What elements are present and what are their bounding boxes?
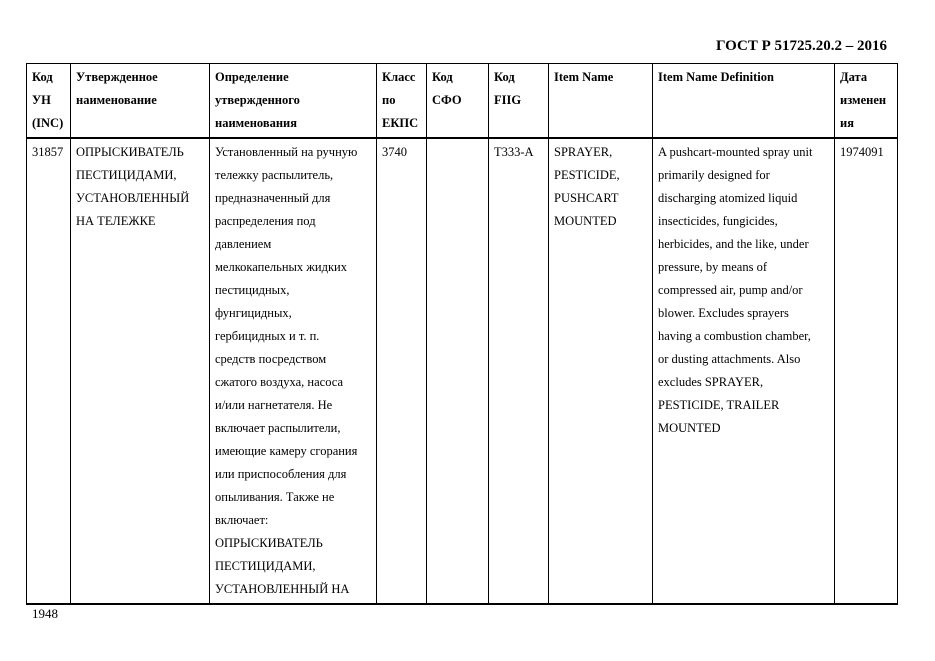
col-header-approved-name: Утвержденное наименование: [71, 64, 210, 139]
catalog-table: [26, 63, 898, 605]
document-code: ГОСТ Р 51725.20.2 – 2016: [715, 38, 887, 54]
cell-item-name: SPRAYER, PESTICIDE, PUSHCART MOUNTED: [549, 138, 653, 604]
col-header-sfo: Код СФО: [427, 64, 489, 139]
col-header-item-name: Item Name: [549, 64, 653, 139]
col-header-item-definition: Item Name Definition: [653, 64, 835, 139]
page-number: 1948: [32, 606, 58, 621]
col-header-class: Класс по ЕКПС: [377, 64, 427, 139]
cell-definition: Установленный на ручную тележку распылитель, предназначенный для распределения под давлением мелкокапельных жидких пестицидных, фунгицидных, гербицидных и т. п. средств посредством сжатого воздуха, насоса и/или нагнетателя. Не включает распылители, имеющие камеру сгорания или приспособления для опыливания. Также не включает: ОПРЫСКИВАТЕЛЬ ПЕСТИЦИДАМИ, УСТАНОВЛЕННЫЙ НА: [210, 138, 377, 604]
cell-inc: 31857: [27, 138, 71, 604]
col-header-fiig: Код FIIG: [489, 64, 549, 139]
cell-fiig: T333-A: [489, 138, 549, 604]
cell-class: 3740: [377, 138, 427, 604]
col-header-inc: Код УН (INC): [27, 64, 71, 139]
cell-item-definition: A pushcart-mounted spray unit primarily designed for discharging atomized liquid insecticides, fungicides, herbicides, and the like, under pressure, by means of compressed air, pump and/or blower. Excludes sprayers having a combustion chamber, or dusting attachments. Also excludes SPRAYER, PESTICIDE, TRAILER MOUNTED: [653, 138, 835, 604]
col-header-change-date: Дата изменен ия: [835, 64, 898, 139]
cell-approved-name: ОПРЫСКИВАТЕЛЬ ПЕСТИЦИДАМИ, УСТАНОВЛЕННЫЙ НА ТЕЛЕЖКЕ: [71, 138, 210, 604]
table-header-row: [27, 64, 898, 139]
cell-change-date: 1974091: [835, 138, 898, 604]
cell-sfo: [427, 138, 489, 604]
col-header-definition: Определение утвержденного наименования: [210, 64, 377, 139]
table-row: [27, 138, 898, 604]
